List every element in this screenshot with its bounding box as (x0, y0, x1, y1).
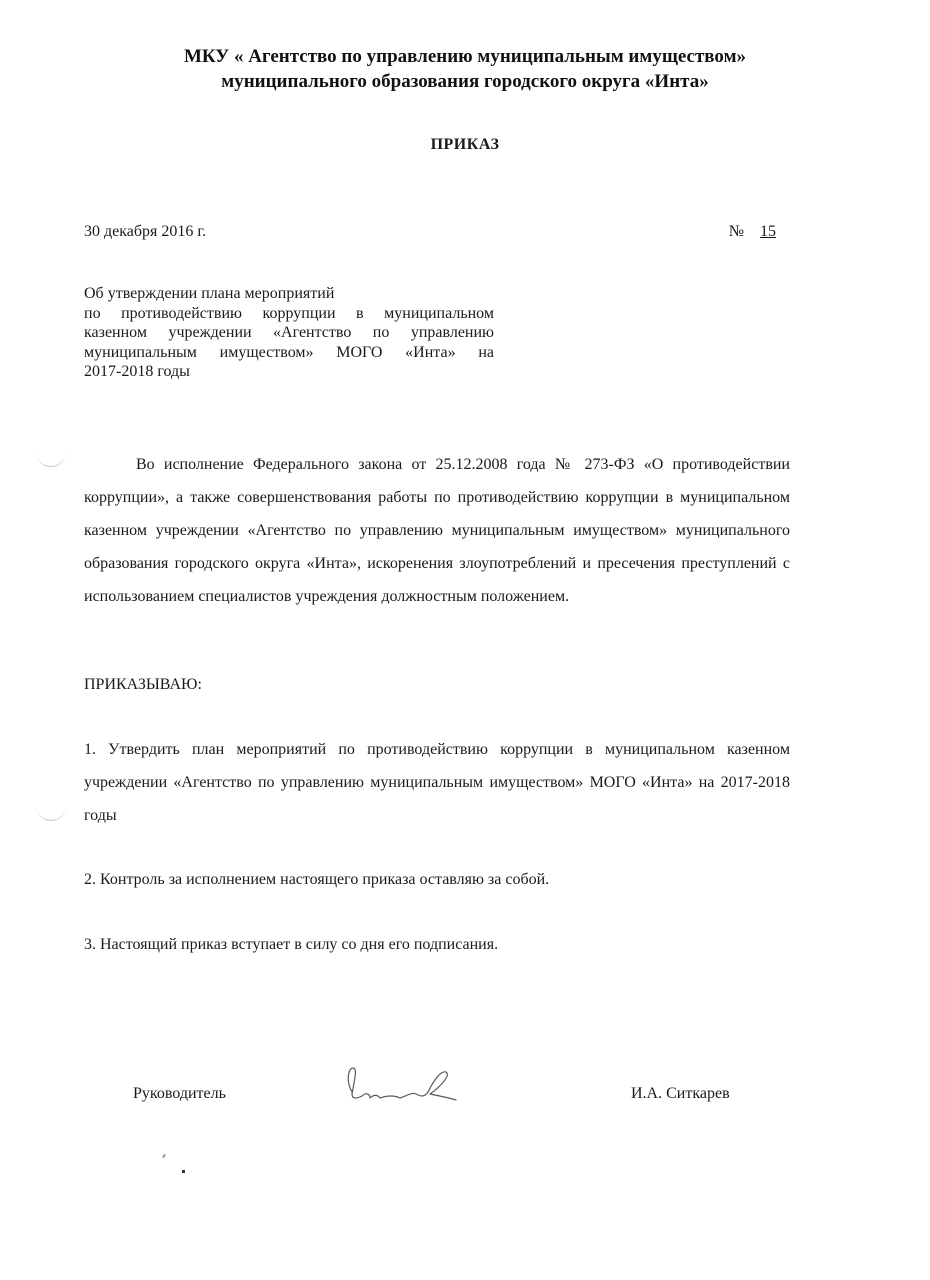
scan-speck (162, 1154, 166, 1158)
order-item-3: 3. Настоящий приказ вступает в силу со дня его подписания. (84, 936, 499, 953)
org-line-2: муниципального образования городского округа «Инта» (221, 71, 709, 92)
subject-line: казенном учреждении «Агентство по управлению (84, 324, 494, 341)
document-date: 30 декабря 2016 г. (84, 223, 207, 240)
organization-header (80, 44, 850, 94)
punch-hole-mark (36, 804, 66, 821)
subject-line: муниципальным имуществом» МОГО «Инта» на (84, 343, 494, 361)
org-line-1: МКУ « Агентство по управлению муниципальным имуществом» (183, 46, 747, 67)
subject-line: по противодействию коррупции в муниципальном (84, 304, 494, 322)
document-title: ПРИКАЗ (430, 136, 500, 153)
subject-line: Об утверждении плана мероприятий (84, 285, 335, 302)
document-subject (84, 284, 494, 382)
number-value: 15 (760, 223, 776, 240)
scan-speck (182, 1170, 185, 1173)
signatory-name: И.А. Ситкарев (631, 1085, 730, 1102)
subject-line: 2017-2018 годы (84, 363, 190, 380)
preamble-paragraph: Во исполнение Федерального закона от 25.12.2008 года № 273-ФЗ «О противодействии коррупции», а также совершенствования работы по противодействию коррупции в муниципальном казенном учреждении «Агентство по управлению муниципальным имуществом» муниципального образования городского округа «Инта», искоренения злоупотреблений и пресечения преступлений с использованием специалистов учреждения должностным положением. (84, 456, 790, 605)
number-label: № (728, 223, 744, 240)
signature-stroke (348, 1068, 456, 1100)
document-number (729, 223, 788, 241)
punch-hole-mark (36, 450, 66, 467)
order-item-2: 2. Контроль за исполнением настоящего приказа оставляю за собой. (84, 871, 550, 888)
handwritten-signature (340, 1062, 460, 1107)
order-item-1: 1. Утвердить план мероприятий по противодействию коррупции в муниципальном казенном учреждении «Агентство по управлению муниципальным имуществом» МОГО «Инта» на 2017-2018 годы (84, 741, 790, 824)
order-heading: ПРИКАЗЫВАЮ: (84, 676, 202, 693)
signatory-role: Руководитель (133, 1085, 226, 1102)
